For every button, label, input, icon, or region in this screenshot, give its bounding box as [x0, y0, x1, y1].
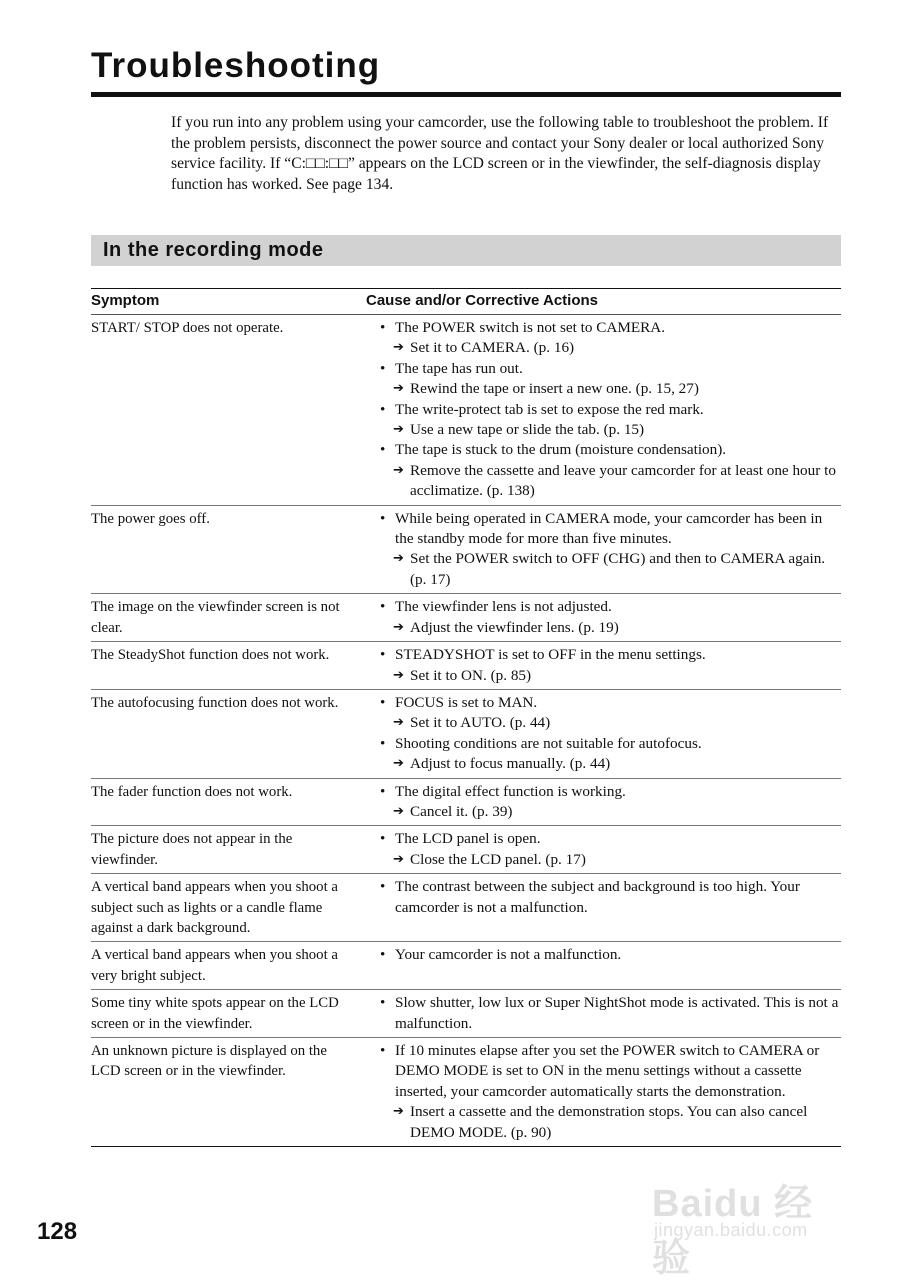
cause-text: Slow shutter, low lux or Super NightShot mode is activated. This is not a malfunction.	[395, 994, 839, 1032]
remedy-text: Set it to AUTO. (p. 44)	[410, 714, 551, 732]
cause-item	[93, 945, 841, 965]
bullet-icon: •	[380, 646, 386, 664]
baidu-watermark	[636, 1162, 846, 1280]
bullet-icon: •	[380, 509, 386, 527]
remedy-item	[93, 549, 841, 590]
remedy-item	[93, 461, 841, 502]
remedy-text: Close the LCD panel. (p. 17)	[410, 850, 586, 868]
remedy-text: Cancel it. (p. 39)	[410, 802, 513, 820]
bullet-icon: •	[380, 782, 386, 800]
intro-paragraph: If you run into any problem using your camcorder, use the following table to troubleshoot the problem. If the problem persists, disconnect the power source and contact your Sony dealer or local authorized Sony service facility. If “C:□□:□□” appears on the LCD screen or in the viewfinder, the self-diagnosis display function has worked. See page 134.	[171, 114, 829, 193]
arrow-right-icon: ➔	[393, 462, 404, 478]
table-row	[91, 826, 841, 874]
remedy-text: Adjust to focus manually. (p. 44)	[410, 755, 611, 773]
bullet-icon: •	[380, 693, 386, 711]
symptom-cell: START/ STOP does not operate.	[91, 320, 284, 336]
remedy-item	[93, 666, 841, 686]
cause-text: The digital effect function is working.	[395, 782, 626, 800]
bullet-icon: •	[380, 359, 386, 377]
arrow-right-icon: ➔	[393, 1104, 404, 1120]
cause-text: STEADYSHOT is set to OFF in the menu settings.	[395, 646, 706, 664]
arrow-right-icon: ➔	[393, 803, 404, 819]
watermark-sub: jingyan.baidu.com	[654, 1220, 808, 1240]
cause-item	[93, 509, 841, 550]
symptom-cell: The autofocusing function does not work.	[91, 694, 339, 711]
table-row	[91, 690, 841, 779]
cause-cell	[367, 509, 841, 591]
cause-item	[93, 440, 841, 460]
cause-text: The POWER switch is not set to CAMERA.	[395, 319, 665, 336]
symptom-cell: An unknown picture is displayed on the LCD screen or in the viewfinder.	[91, 1043, 327, 1080]
title-rule	[91, 92, 841, 97]
troubleshooting-table	[91, 288, 841, 1147]
table-body	[91, 315, 841, 1147]
table-row	[91, 990, 841, 1038]
remedy-item	[93, 618, 841, 638]
table-row	[91, 874, 841, 942]
arrow-right-icon: ➔	[393, 340, 404, 356]
bullet-icon: •	[380, 400, 386, 418]
cause-cell	[367, 993, 841, 1034]
cause-text: If 10 minutes elapse after you set the POWER switch to CAMERA or DEMO MODE is set to ON in the menu settings without a cassette inserted, your camcorder automatically starts the demonstration.	[395, 1042, 820, 1100]
cause-text: Shooting conditions are not suitable for autofocus.	[395, 734, 702, 752]
cause-text: The tape is stuck to the drum (moisture condensation).	[395, 441, 727, 459]
bullet-icon: •	[380, 319, 386, 336]
bullet-icon: •	[380, 830, 386, 848]
cause-cell	[367, 829, 841, 870]
symptom-cell: The image on the viewfinder screen is not clear.	[91, 599, 340, 636]
symptom-cell: The picture does not appear in the viewfinder.	[91, 831, 293, 868]
arrow-right-icon: ➔	[393, 756, 404, 772]
table-row	[91, 1038, 841, 1147]
remedy-text: Set it to CAMERA. (p. 16)	[410, 339, 575, 357]
cause-item	[93, 597, 841, 617]
cause-cell	[367, 945, 841, 986]
cause-cell	[367, 782, 841, 823]
cause-item	[93, 645, 841, 665]
remedy-item	[93, 379, 841, 399]
remedy-item	[93, 338, 841, 358]
remedy-item	[93, 802, 841, 822]
remedy-text: Insert a cassette and the demonstration stops. You can also cancel DEMO MODE. (p. 90)	[410, 1103, 808, 1141]
section-title: In the recording mode	[103, 239, 324, 261]
remedy-text: Set it to ON. (p. 85)	[410, 666, 532, 684]
symptom-cell: A vertical band appears when you shoot a subject such as lights or a candle flame against a dark background.	[91, 879, 338, 936]
bullet-icon: •	[380, 878, 386, 896]
cause-item	[93, 734, 841, 754]
remedy-text: Adjust the viewfinder lens. (p. 19)	[410, 618, 619, 636]
remedy-item	[93, 850, 841, 870]
remedy-item	[93, 754, 841, 774]
bullet-icon: •	[380, 598, 386, 616]
cause-item	[93, 318, 841, 338]
cause-cell	[367, 597, 841, 638]
cause-cell	[367, 877, 841, 938]
remedy-text: Set the POWER switch to OFF (CHG) and then to CAMERA again. (p. 17)	[410, 550, 826, 588]
cause-cell	[367, 1041, 841, 1143]
watermark-text: Baidu 经验	[652, 1183, 814, 1280]
cause-item	[93, 1041, 841, 1102]
symptom-cell: The fader function does not work.	[91, 783, 293, 800]
cause-text: Your camcorder is not a malfunction.	[395, 946, 622, 964]
bullet-icon: •	[380, 734, 386, 752]
cause-item	[93, 359, 841, 379]
header-symptom: Symptom	[91, 292, 160, 309]
bullet-icon: •	[380, 994, 386, 1012]
cause-item	[93, 400, 841, 420]
symptom-cell: A vertical band appears when you shoot a very bright subject.	[91, 947, 338, 984]
cause-cell	[367, 318, 841, 502]
cause-text: The LCD panel is open.	[395, 830, 541, 848]
table-row	[91, 779, 841, 827]
cause-cell	[367, 693, 841, 775]
cause-text: The write-protect tab is set to expose the red mark.	[395, 400, 704, 418]
cause-item	[93, 829, 841, 849]
symptom-cell: The SteadyShot function does not work.	[91, 647, 330, 664]
arrow-right-icon: ➔	[393, 381, 404, 397]
remedy-text: Rewind the tape or insert a new one. (p. 15, 27)	[410, 380, 699, 398]
arrow-right-icon: ➔	[393, 851, 404, 867]
cause-item	[93, 877, 841, 918]
arrow-right-icon: ➔	[393, 715, 404, 731]
table-row	[91, 642, 841, 690]
cause-text: The viewfinder lens is not adjusted.	[395, 598, 612, 616]
arrow-right-icon: ➔	[393, 619, 404, 635]
page-number: 128	[37, 1218, 78, 1245]
header-cause: Cause and/or Corrective Actions	[366, 292, 599, 309]
section-header	[91, 235, 841, 266]
cause-text: The contrast between the subject and background is too high. Your camcorder is not a malfunction.	[395, 878, 800, 916]
arrow-right-icon: ➔	[393, 667, 404, 683]
table-row	[91, 594, 841, 642]
cause-item	[93, 782, 841, 802]
cause-item	[93, 993, 841, 1034]
table-row	[91, 942, 841, 990]
bullet-icon: •	[380, 1042, 386, 1059]
remedy-item	[93, 420, 841, 440]
table-row	[91, 315, 841, 506]
remedy-item	[93, 1102, 841, 1143]
remedy-text: Remove the cassette and leave your camcorder for at least one hour to acclimatize. (p. 138)	[410, 461, 836, 500]
bullet-icon: •	[380, 946, 386, 964]
cause-cell	[367, 645, 841, 686]
remedy-item	[93, 713, 841, 733]
arrow-right-icon: ➔	[393, 422, 404, 438]
arrow-right-icon: ➔	[393, 551, 404, 567]
table-row	[91, 506, 841, 595]
symptom-cell: Some tiny white spots appear on the LCD screen or in the viewfinder.	[91, 995, 339, 1032]
bullet-icon: •	[380, 441, 386, 459]
cause-text: The tape has run out.	[395, 359, 523, 377]
cause-text: FOCUS is set to MAN.	[395, 693, 538, 711]
page-title: Troubleshooting	[91, 46, 381, 85]
symptom-cell: The power goes off.	[91, 510, 210, 527]
remedy-text: Use a new tape or slide the tab. (p. 15)	[410, 421, 645, 439]
table-header	[91, 288, 841, 315]
cause-item	[93, 693, 841, 713]
cause-text: While being operated in CAMERA mode, your camcorder has been in the standby mode for more than five minutes.	[395, 509, 823, 548]
